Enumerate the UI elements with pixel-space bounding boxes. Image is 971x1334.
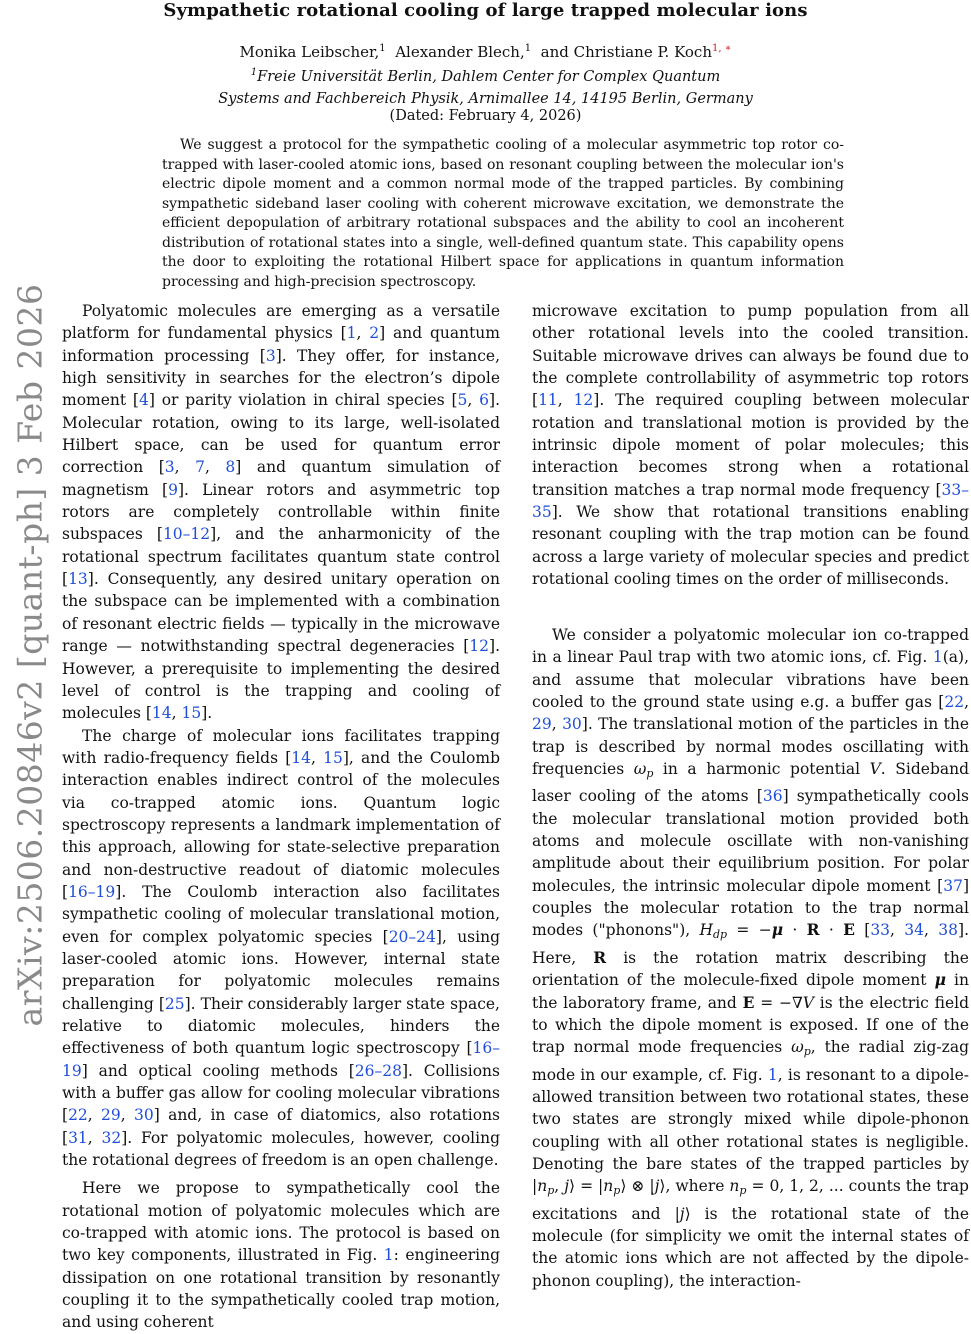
citation-link[interactable]: 22: [944, 693, 965, 712]
left-column: [62, 300, 500, 1334]
paragraph-charge: The charge of molecular ions facilitates trapping with radio-frequency fields [14, 15], and the Coulomb interaction enables indirect control of the molecules via co-trapped atomic ions. Quantum logic spectroscopy represents a landmark implementation of this approach, allowing for state-selective preparation and non-destructive readout of diatomic molecules [16–19]. The Coulomb interaction also facilitates sympathetic cooling of molecular translational motion, even for complex polyatomic species [20–24], using laser-cooled atomic ions. However, internal state preparation for polyatomic molecules remains challenging [25]. Their considerably larger state space, relative to diatomic molecules, hinders the effectiveness of both quantum logic spectroscopy [16–19] and optical cooling methods [26–28]. Collisions with a buffer gas allow for cooling molecular vibrations [22, 29, 30] and, in case of diatomics, also rotations [31, 32]. For polyatomic molecules, however, cooling the rotational degrees of freedom is an open challenge.: [62, 726, 501, 1170]
citation-link[interactable]: 38: [938, 921, 959, 940]
citation-link[interactable]: 11: [538, 391, 558, 410]
citation-link[interactable]: 5: [457, 391, 468, 410]
author-list: [0, 43, 971, 61]
citation-link[interactable]: 16–19: [68, 882, 116, 901]
citation-link[interactable]: 15: [181, 704, 202, 723]
figure-link[interactable]: 1: [767, 1065, 778, 1084]
citation-link[interactable]: 7: [195, 458, 205, 477]
citation-link[interactable]: 15: [323, 748, 343, 767]
citation-link[interactable]: 33: [870, 921, 891, 940]
citation-link[interactable]: 29: [532, 715, 552, 734]
citation-link[interactable]: 22: [68, 1106, 88, 1125]
citation-link[interactable]: 3: [265, 346, 276, 365]
affiliation: [0, 66, 971, 110]
citation-link[interactable]: 2: [369, 324, 380, 343]
right-column-top: [532, 300, 969, 590]
citation-link[interactable]: 10–12: [162, 525, 211, 544]
affiliation-marker: 1: [250, 67, 258, 78]
citation-link[interactable]: 12: [469, 637, 490, 656]
affiliation-line-1: Freie Universität Berlin, Dahlem Center for Complex Quantum: [257, 69, 721, 85]
citation-link[interactable]: 36: [762, 787, 783, 806]
citation-link[interactable]: 31: [68, 1128, 88, 1147]
arxiv-stamp: [8, 283, 52, 1027]
citation-link[interactable]: 33–35: [532, 480, 969, 522]
citation-link[interactable]: 14: [151, 704, 172, 723]
figure-link[interactable]: 1: [932, 648, 943, 667]
citation-link[interactable]: 1: [346, 324, 357, 343]
author-3: and Christiane P. Koch: [540, 43, 712, 61]
citation-link[interactable]: 37: [943, 876, 963, 895]
abstract: We suggest a protocol for the sympathetic cooling of a molecular asymmetric top rotor co-trapped with laser-cooled atomic ions, based on resonant coupling between the molecular ion's electric dipole moment and a common normal mode of the trapped particles. By combining sympathetic sideband laser cooling with coherent microwave excitation, we demonstrate the efficient depopulation of arbitrary rotational subspaces and the ability to cool an incoherent distribution of rotational states into a single, well-defined quantum state. This capability opens the door to exploiting the rotational Hilbert space for applications in quantum information processing and high-precision spectroscopy.: [162, 137, 844, 290]
citation-link[interactable]: 32: [101, 1128, 122, 1147]
citation-link[interactable]: 14: [291, 748, 312, 767]
paragraph-proposal: Here we propose to sympathetically cool the rotational motion of polyatomic molecules which are co-trapped with atomic ions. The protocol is based on two key components, illustrated in Fig. 1: engineering dissipation on one rotational transition by resonantly coupling it to the sympathetically cooled trap motion, and using coherent: [62, 1179, 500, 1332]
paragraph-intro: Polyatomic molecules are emerging as a versatile platform for fundamental physics [1, 2] and quantum information processing [3]. They offer, for instance, high sensitivity in searches for the electron’s dipole moment [4] or parity violation in chiral species [5, 6]. Molecular rotation, owing to its large, well-isolated Hilbert space, can be used for quantum error correction [3, 7, 8] and quantum simulation of magnetism [9]. Linear rotors and asymmetric top rotors are completely controllable within finite subspaces [10–12], and the anharmonicity of the rotational spectrum facilitates quantum state control [13]. Consequently, any desired unitary operation on the subspace can be implemented with a combination of resonant electric fields — typically in the microwave range — notwithstanding spectral degeneracies [12]. However, a prerequisite to implementing the desired level of control is the trapping and cooling of molecules [14, 15].: [62, 302, 501, 723]
citation-link[interactable]: 3: [164, 458, 175, 477]
author-2-affil: 1: [524, 43, 532, 54]
citation-link[interactable]: 29: [101, 1106, 121, 1125]
citation-link[interactable]: 30: [134, 1106, 154, 1125]
citation-link[interactable]: 30: [562, 715, 582, 734]
paragraph-model: We consider a polyatomic molecular ion co-trapped in a linear Paul trap with two atomic ions, cf. Fig. 1(a), and assume that molecular vibrations have been cooled to the ground state using e.g. a buffer gas [22, 29, 30]. The translational motion of the particles in the trap is described by normal modes oscillating with frequencies $\omega_p$ in a harmonic potential V. Sideband laser cooling of the atoms [36] sympathetically cools the molecular translational motion provided both atoms and molecule oscillate with non-vanishing amplitude about their equilibrium position. For polar molecules, the intrinsic molecular dipole moment [37] couples the molecular rotation to the trap normal modes ("phonons"), $H_{dp} = -\mu \cdot R \cdot E$ [33, 34, 38]. Here, R is the rotation matrix describing the orientation of the molecule-fixed dipole moment μ in the laboratory frame, and E = −∇V is the electric field to which the dipole moment is exposed. If one of the trap normal mode frequencies $\omega_p$, the radial zig-zag mode in our example, cf. Fig. 1, is resonant to a dipole-allowed transition between two rotational states, these two states are strongly mixed while dipole-phonon coupling with all other rotational states is negligible. Denoting the bare states of the trapped particles by $|n_p$, j⟩ = $|n_p⟩$ ⊗ |j⟩, where $n_p = 0$, 1, 2, ... counts the trap excitations and |j⟩ is the rotational state of the molecule (for simplicity we omit the internal states of the atomic ions which are not affected by the dipole-phonon coupling), the interaction-: [532, 626, 970, 1290]
author-1-affil: 1: [379, 43, 386, 54]
citation-link[interactable]: 9: [168, 480, 178, 499]
paper-title: Sympathetic rotational cooling of large trapped molecular ions: [163, 0, 808, 21]
citation-link[interactable]: 8: [225, 458, 236, 477]
paragraph-proposal-cont: microwave excitation to pump population from all other rotational levels into the cooled transition. Suitable microwave drives can always be found due to the complete controllability of asymmetric top rotors [11, 12]. The required coupling between molecular rotation and translational motion is provided by the intrinsic dipole moment of polar molecules; this interaction becomes strong when a rotational transition matches a trap normal mode frequency [33–35]. We show that rotational transitions enabling resonant coupling with the trap motion can be found across a large variety of molecular species and predict rotational cooling times on the order of milliseconds.: [532, 302, 969, 589]
citation-link[interactable]: 13: [68, 570, 88, 589]
citation-link[interactable]: 16–19: [62, 1039, 500, 1080]
author-2: Alexander Blech,: [395, 43, 525, 61]
date-line: (Dated: February 4, 2026): [389, 108, 582, 124]
citation-link[interactable]: 4: [138, 391, 149, 410]
citation-link[interactable]: 12: [573, 391, 594, 410]
affiliation-line-2: Systems and Fachbereich Physik, Arnimallee 14, 14195 Berlin, Germany: [218, 91, 753, 107]
citation-link[interactable]: 25: [164, 994, 185, 1013]
right-column-bottom: [532, 624, 969, 1292]
figure-link[interactable]: 1: [383, 1246, 394, 1265]
arxiv-stamp-text: arXiv:2506.20846v2 [quant-ph] 3 Feb 2026: [10, 283, 50, 1027]
citation-link[interactable]: 34: [904, 921, 925, 940]
citation-link[interactable]: 20–24: [388, 927, 436, 946]
citation-link[interactable]: 6: [479, 391, 490, 410]
author-3-affil[interactable]: 1, ∗: [711, 43, 732, 54]
citation-link[interactable]: 26–28: [354, 1061, 402, 1080]
author-1: Monika Leibscher,: [239, 43, 380, 61]
